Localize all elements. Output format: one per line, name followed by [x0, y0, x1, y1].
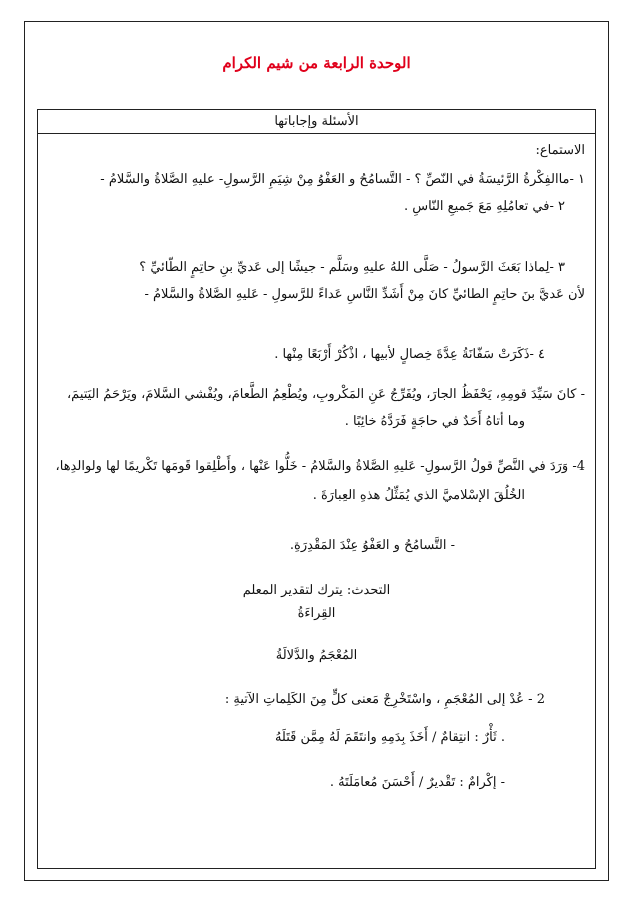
answer-line: ٢ -في تعامُلِهِ مَعَ جَميعِ النّاسِ . — [403, 199, 565, 214]
answer-line: - إكْرامٌ : تَقْديرٌ / أَحْسَنَ مُعامَلَتَهُ . — [329, 775, 505, 790]
reading-heading: القِراءَةُ — [297, 606, 336, 621]
table-header: الأسئلة وإجاباتها — [38, 110, 595, 134]
question-line: ٣ -لِماذا بَعَثَ الرَّسولُ - صَلَّى اللهُ عليهِ وسَلَّم - جيشًا إلى عَديِّ بنِ حاتِمٍ الطّائيِّ ؟ — [139, 260, 565, 275]
answer-line: ١ -ماالفِكْرةُ الرَّئيسَةُ في النّصِّ ؟ - التَّسامُحُ و العَفْوُ مِنْ شِيَمِ الرَّسولِ- عليهِ الصَّلاةُ والسَّلامُ - — [100, 172, 585, 187]
answer-line: - كانَ سَيِّدَ قومِهِ، يَحْفَظُ الجارَ، ويُفَرِّجُ عَنِ المَكْروبِ، ويُطْعِمُ الطَّعامَ، ويُفْشي السَّلامَ، ويَرْحَمُ اليَتيمَ، — [66, 387, 585, 402]
qa-table — [37, 109, 596, 869]
answer-line: لأن عَديَّ بنَ حاتِمٍ الطائيِّ كانَ مِنْ أَشَدِّ النَّاسِ عَداءً للرَّسولِ - عَليهِ الصَّلاةُ والسَّلامُ - — [144, 287, 585, 302]
unit-title: الوحدة الرابعة من شيم الكرام — [222, 54, 411, 72]
question-line: 4- وَرَدَ في النَّصِّ قولُ الرَّسولِ- عَليهِ الصَّلاةُ والسَّلامُ - خَلُّوا عَنْها ، وأَطْلِقوا قَومَها تَكْريمًا لها ولوالدِها، — [55, 459, 585, 474]
question-line: ٤ -ذَكَرَتْ سَفّانَةُ عِدَّةَ خِصالٍ لأبيها ، اذْكُرْ أَرْبَعًا مِنْها . — [274, 347, 545, 362]
lexicon-heading: المُعْجَمُ والدَّلالَةُ — [275, 648, 358, 663]
listening-heading: الاستماع: — [535, 143, 585, 158]
answer-line: - التَّسامُحُ و العَفْوُ عِنْدَ المَقْدِرَةِ. — [289, 538, 455, 553]
answer-line: . ثَأْرٌ : انتِقامٌ / أَخَذَ بِدَمِهِ وانتَقَمَ لَهُ مِمَّن قَتَلَهُ — [274, 730, 505, 745]
question-line: الخُلُقَ الإسْلاميَّ الذي يُمَثِّلُ هذهِ العِبارَةَ . — [312, 488, 525, 503]
speaking-section: التحدث: يترك لتقدير المعلم — [242, 583, 391, 598]
question-line: 2 - عُدْ إلى المُعْجَمِ ، واسْتَخْرِجْ مَعنى كلٍّ مِنَ الكَلِماتِ الآتيةِ : — [224, 692, 545, 707]
page-frame — [24, 21, 609, 881]
answer-line: وما أتاهُ أَحَدٌ في حاجَةٍ فَرَدَّهُ خائِبًا . — [344, 414, 525, 429]
